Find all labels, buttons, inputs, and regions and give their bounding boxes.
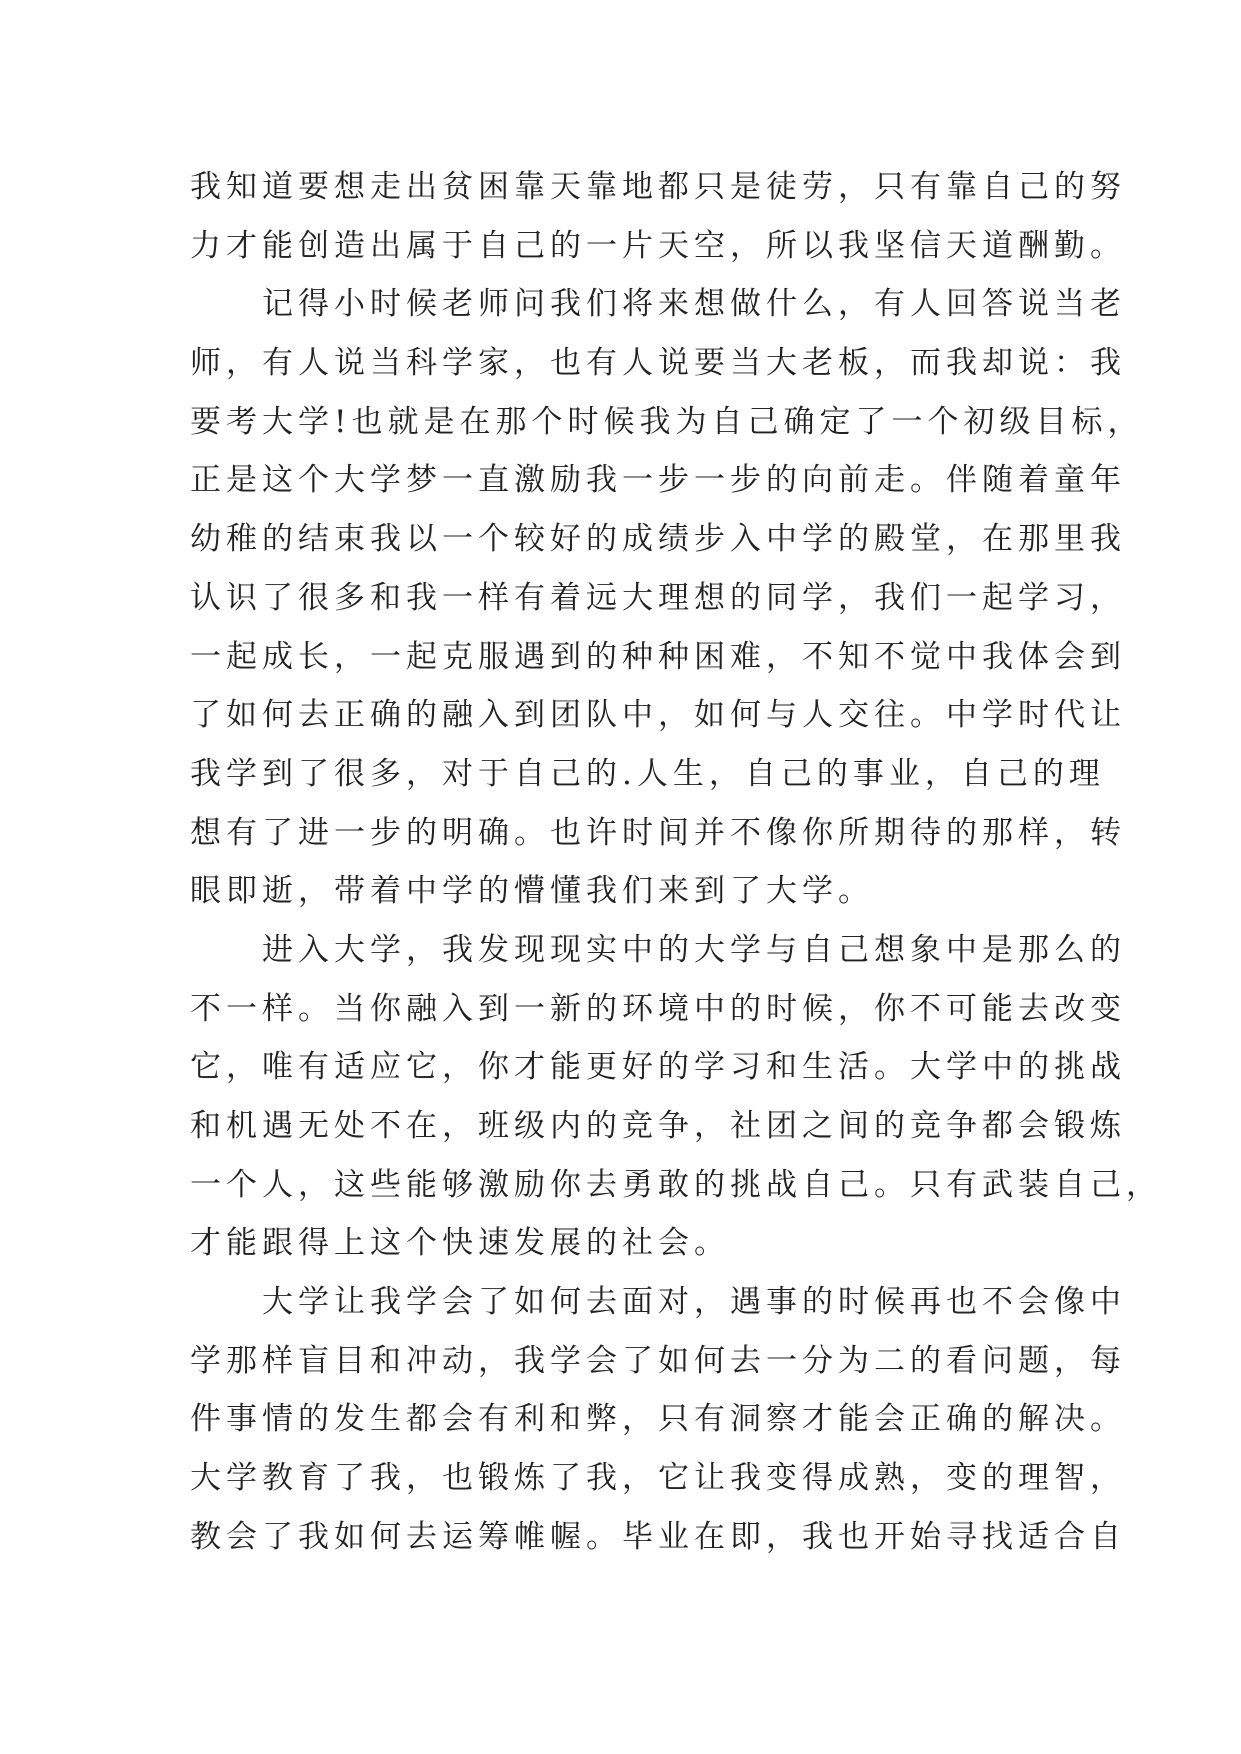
text-line: 一个人，这些能够激励你去勇敢的挑战自己。只有武装自己， xyxy=(190,1166,1162,1203)
text-line: 不一样。当你融入到一新的环境中的时候，你不可能去改变 xyxy=(190,990,1126,1027)
text-line: 了如何去正确的融入到团队中，如何与人交往。中学时代让 xyxy=(190,697,1126,734)
text-line: 师，有人说当科学家，也有人说要当大老板，而我却说：我 xyxy=(190,345,1126,382)
text-line: 正是这个大学梦一直激励我一步一步的向前走。伴随着童年 xyxy=(190,462,1126,499)
paragraph-start-line: 记得小时候老师问我们将来想做什么，有人回答说当老 xyxy=(262,286,1126,323)
text-line: 它，唯有适应它，你才能更好的学习和生活。大学中的挑战 xyxy=(190,1049,1126,1086)
text-line: 件事情的发生都会有利和弊，只有洞察才能会正确的解决。 xyxy=(190,1401,1126,1438)
text-line: 眼即逝，带着中学的懵懂我们来到了大学。 xyxy=(190,873,874,910)
text-line: 我学到了很多，对于自己的.人生，自己的事业，自己的理 xyxy=(190,755,1105,792)
text-line: 和机遇无处不在，班级内的竞争，社团之间的竞争都会锻炼 xyxy=(190,1108,1126,1144)
paragraph-start-line: 大学让我学会了如何去面对，遇事的时候再也不会像中 xyxy=(262,1284,1126,1321)
text-line: 一起成长，一起克服遇到的种种困难，不知不觉中我体会到 xyxy=(190,638,1126,675)
text-line: 要考大学!也就是在那个时候我为自己确定了一个初级目标， xyxy=(190,403,1144,440)
text-line: 我知道要想走出贫困靠天靠地都只是徒劳，只有靠自己的努 xyxy=(190,169,1126,205)
text-line: 大学教育了我，也锻炼了我，它让我变得成熟，变的理智， xyxy=(190,1460,1126,1497)
document-body xyxy=(190,158,1162,1567)
text-line: 学那样盲目和冲动，我学会了如何去一分为二的看问题，每 xyxy=(190,1342,1126,1379)
text-line: 认识了很多和我一样有着远大理想的同学，我们一起学习， xyxy=(190,579,1126,616)
text-line: 幼稚的结束我以一个较好的成绩步入中学的殿堂，在那里我 xyxy=(190,521,1126,558)
text-line: 力才能创造出属于自己的一片天空，所以我坚信天道酬勤。 xyxy=(190,227,1126,264)
text-line: 想有了进一步的明确。也许时间并不像你所期待的那样，转 xyxy=(190,814,1126,851)
text-line: 才能跟得上这个快速发展的社会。 xyxy=(190,1225,730,1262)
text-line: 教会了我如何去运筹帷幄。毕业在即，我也开始寻找适合自 xyxy=(190,1518,1126,1555)
paragraph-start-line: 进入大学，我发现现实中的大学与自己想象中是那么的 xyxy=(262,931,1126,968)
